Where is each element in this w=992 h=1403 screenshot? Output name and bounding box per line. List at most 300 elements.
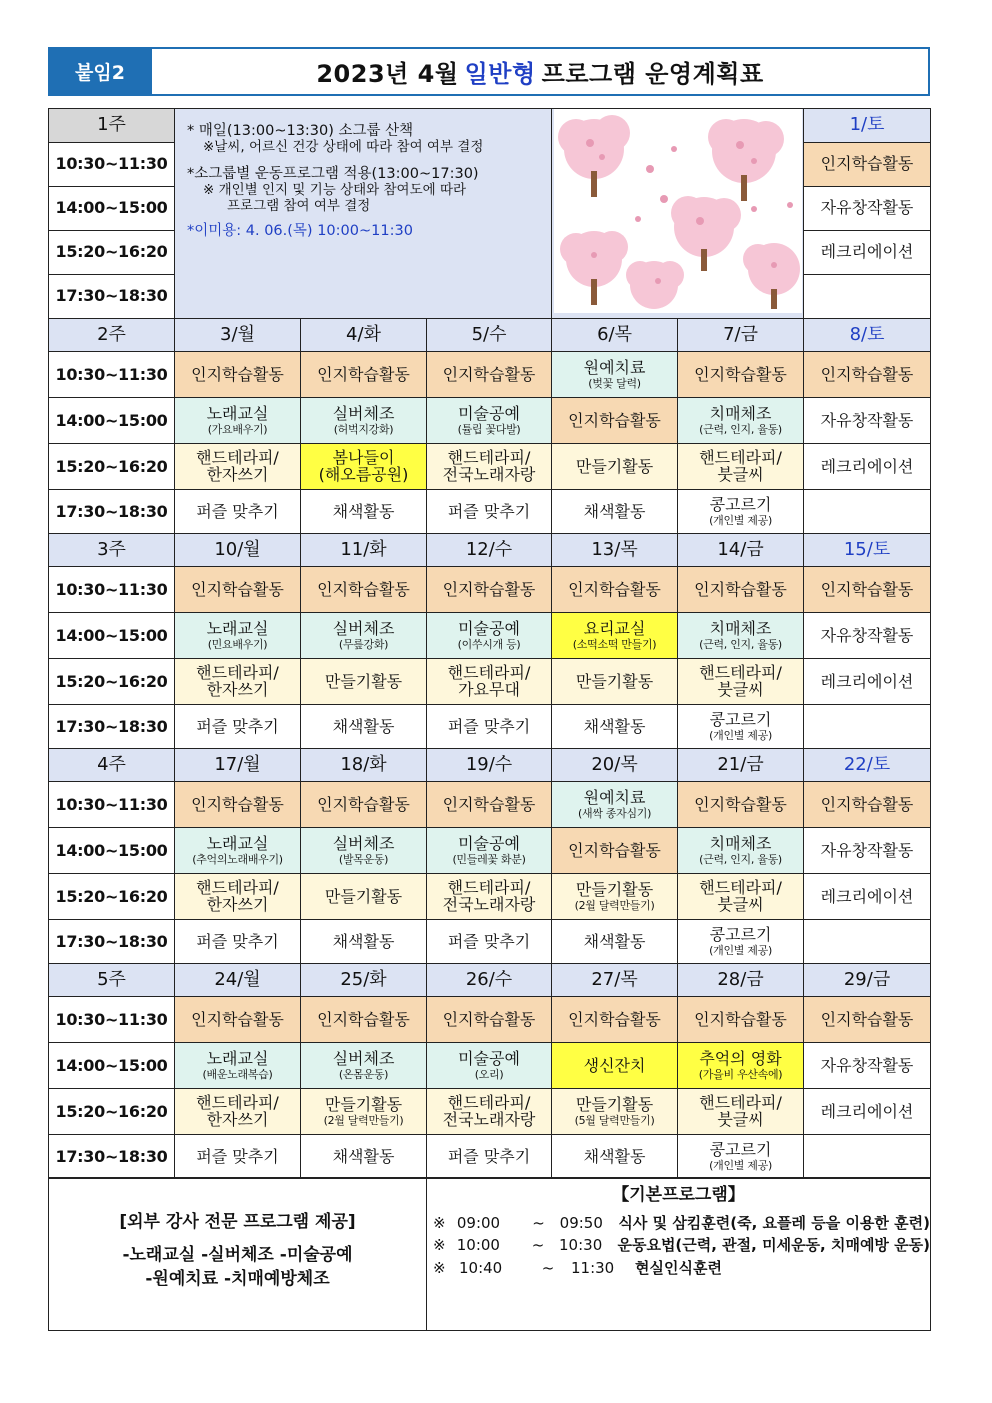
day-header: 5/수: [427, 318, 552, 351]
schedule-row: [49, 489, 931, 533]
day-header: 25/화: [301, 963, 427, 996]
activity-name: 레크리에이션: [820, 671, 914, 691]
activity-name: 퍼즐 맞추기: [196, 501, 279, 521]
activity-name-line2: 한자쓰기: [206, 1110, 269, 1130]
activity-name: 인지학습활동: [191, 1009, 284, 1029]
activity-name: 인지학습활동: [568, 840, 661, 860]
activity-name-line2: 붓글씨: [717, 680, 764, 700]
week1-sat-cell: [804, 274, 931, 318]
activity-name: 만들기활동: [575, 456, 654, 476]
week1-sat-cell: 자유창작활동: [804, 186, 931, 230]
cherry-blossom-illustration: [552, 109, 804, 319]
activity-name-line2: 전국노래자랑: [442, 465, 536, 485]
activity-cell: [427, 443, 552, 489]
activity-name: 채색활동: [583, 716, 646, 736]
schedule-row: [49, 873, 931, 919]
activity-name: 인지학습활동: [568, 579, 661, 599]
activity-cell: [301, 1088, 427, 1134]
note-exercise-detail: ※ 개인별 인지 및 기능 상태와 참여도에 따라: [203, 182, 467, 199]
activity-cell: [175, 1088, 301, 1134]
activity-name: 원예치료: [583, 787, 646, 807]
activity-cell: [804, 1042, 931, 1088]
day-header: 26/수: [427, 963, 552, 996]
activity-cell: [804, 443, 931, 489]
day-header: 29/금: [804, 963, 931, 996]
time-slot: 15:20~16:20: [49, 443, 175, 489]
time-slot: 10:30~11:30: [49, 566, 175, 612]
activity-name-line2: 전국노래자랑: [442, 895, 536, 915]
basic-desc: 식사 및 삼킴훈련(죽, 요플레 등을 이용한 훈련): [618, 1213, 930, 1232]
activity-detail: (개인별 제공): [709, 728, 772, 742]
activity-cell: [427, 781, 552, 827]
activity-cell: [804, 873, 931, 919]
schedule-row: [49, 1088, 931, 1134]
day-header: 22/토: [804, 748, 931, 781]
activity-detail: (민요배우기): [207, 637, 268, 651]
activity-cell: [804, 351, 931, 397]
day-header: 8/토: [804, 318, 931, 351]
activity-cell: [804, 996, 931, 1042]
week-label: 3주: [49, 533, 175, 566]
schedule-row: [49, 566, 931, 612]
activity-name: 인지학습활동: [820, 794, 914, 814]
activity-name: 인지학습활동: [317, 794, 410, 814]
activity-name: 핸드테라피/: [699, 1092, 782, 1112]
activity-name-line2: 붓글씨: [717, 1110, 764, 1130]
activity-cell: [301, 1042, 427, 1088]
activity-cell: [175, 612, 301, 658]
activity-name: 만들기활동: [575, 1094, 654, 1114]
footer-table: [48, 1177, 931, 1331]
page-title: [152, 49, 928, 94]
week-header-row: [49, 533, 931, 566]
week-label: 4주: [49, 748, 175, 781]
activity-name: 미술공예: [458, 618, 520, 638]
activity-cell: [552, 919, 678, 963]
activity-name: 핸드테라피/: [699, 662, 782, 682]
schedule-row: [49, 996, 931, 1042]
activity-cell: [678, 919, 804, 963]
activity-cell: [678, 612, 804, 658]
title-prefix: 2023년 4월: [316, 60, 459, 88]
activity-name-line2: 한자쓰기: [206, 895, 269, 915]
activity-name: 채색활동: [583, 1146, 646, 1166]
activity-name: 만들기활동: [324, 1094, 403, 1114]
day-header: 4/화: [301, 318, 427, 351]
activity-cell: [804, 566, 931, 612]
basic-end: 10:30: [559, 1236, 603, 1255]
activity-cell: [552, 351, 678, 397]
activity-name: 레크리에이션: [820, 456, 914, 476]
time-slot: 10:30~11:30: [49, 142, 175, 186]
time-slot: 15:20~16:20: [49, 1088, 175, 1134]
activity-detail: (배운노래복습): [202, 1067, 273, 1081]
activity-name-line2: 붓글씨: [717, 465, 764, 485]
activity-cell: [552, 1042, 678, 1088]
schedule-row: [49, 1134, 931, 1178]
activity-cell: [552, 1134, 678, 1178]
day-header: 14/금: [678, 533, 804, 566]
time-slot: 15:20~16:20: [49, 658, 175, 704]
activity-cell: [301, 781, 427, 827]
note-walk-detail: ※날씨, 어르신 건강 상태에 따라 참여 여부 결정: [203, 139, 484, 156]
activity-detail: (가을비 우산속에): [698, 1067, 783, 1081]
activity-cell: [552, 781, 678, 827]
activity-cell: [804, 704, 931, 748]
external-title: [외부 강사 전문 프로그램 제공]: [119, 1211, 356, 1232]
activity-cell: [175, 827, 301, 873]
activity-cell: [427, 1088, 552, 1134]
activity-name-line2: 전국노래자랑: [442, 1110, 536, 1130]
activity-name: 퍼즐 맞추기: [196, 716, 279, 736]
basic-start: 09:00: [456, 1213, 501, 1232]
cherry-blossom-icon: [554, 109, 802, 313]
activity-cell: [804, 612, 931, 658]
activity-name: 콩고르기: [709, 1139, 772, 1159]
activity-name: 자유창작활동: [820, 840, 914, 860]
day-header: 27/목: [552, 963, 678, 996]
time-slot: 17:30~18:30: [49, 919, 175, 963]
activity-cell: [678, 873, 804, 919]
activity-cell: [678, 489, 804, 533]
activity-name-line2: 한자쓰기: [206, 680, 269, 700]
basic-mark: ※: [433, 1258, 446, 1277]
activity-cell: [301, 827, 427, 873]
note-exercise: *소그룹별 운동프로그램 적용(13:00~17:30): [187, 166, 479, 183]
week-label: 1주: [49, 109, 175, 143]
week1-saturday: 1/토: [804, 109, 931, 143]
schedule-row: [49, 827, 931, 873]
activity-name: 인지학습활동: [568, 1009, 661, 1029]
activity-cell: [552, 566, 678, 612]
day-header: 17/월: [175, 748, 301, 781]
activity-name: 레크리에이션: [820, 1101, 914, 1121]
activity-detail: (온몸운동): [338, 1067, 389, 1081]
activity-name: 노래교실: [206, 403, 269, 423]
activity-name: 퍼즐 맞추기: [447, 931, 531, 951]
activity-name: 채색활동: [332, 1146, 395, 1166]
activity-cell: [175, 489, 301, 533]
activity-cell: [552, 704, 678, 748]
week-label: 5주: [49, 963, 175, 996]
activity-cell: [678, 397, 804, 443]
activity-cell: [301, 566, 427, 612]
activity-detail: (허벅지강화): [333, 422, 394, 436]
day-header: 19/수: [427, 748, 552, 781]
activity-name: 핸드테라피/: [196, 662, 279, 682]
activity-name: 추억의 영화: [699, 1048, 782, 1068]
week1-header-row: [49, 109, 931, 143]
activity-cell: [175, 873, 301, 919]
activity-detail: (근력, 인지, 율동): [699, 852, 782, 866]
attachment-badge: 붙임2: [50, 49, 152, 94]
activity-name: 자유창작활동: [820, 625, 914, 645]
activity-name: 핸드테라피/: [699, 877, 782, 897]
activity-cell: [552, 1088, 678, 1134]
basic-end: 11:30: [571, 1258, 615, 1277]
activity-name: 퍼즐 맞추기: [447, 501, 531, 521]
external-line-2: -원예치료 -치매예방체조: [145, 1269, 330, 1290]
time-slot: 10:30~11:30: [49, 781, 175, 827]
schedule-row: [49, 612, 931, 658]
activity-name: 인지학습활동: [442, 794, 536, 814]
time-slot: 14:00~15:00: [49, 186, 175, 230]
basic-start: 10:40: [459, 1258, 503, 1277]
activity-cell: [804, 827, 931, 873]
activity-cell: [175, 919, 301, 963]
activity-cell: [301, 397, 427, 443]
activity-cell: [427, 1042, 552, 1088]
activity-cell: [552, 873, 678, 919]
activity-cell: [301, 351, 427, 397]
day-header: 6/목: [552, 318, 678, 351]
activity-cell: [175, 996, 301, 1042]
time-slot: 14:00~15:00: [49, 827, 175, 873]
activity-detail: (새싹 종자심기): [577, 806, 652, 820]
activity-cell: [678, 658, 804, 704]
activity-detail: (개인별 제공): [709, 1158, 772, 1172]
activity-name: 실버체조: [332, 833, 395, 853]
activity-cell: [175, 781, 301, 827]
schedule-row: [49, 658, 931, 704]
activity-cell: [552, 996, 678, 1042]
activity-name: 채색활동: [583, 931, 646, 951]
activity-name: 실버체조: [332, 403, 395, 423]
activity-name: 채색활동: [332, 501, 395, 521]
activity-cell: [552, 489, 678, 533]
activity-name: 실버체조: [332, 618, 395, 638]
schedule-row: [49, 704, 931, 748]
basic-desc: 운동요법(근력, 관절, 미세운동, 치매예방 운동): [617, 1236, 930, 1255]
day-header: 21/금: [678, 748, 804, 781]
time-slot: 14:00~15:00: [49, 1042, 175, 1088]
activity-name: 핸드테라피/: [447, 447, 531, 467]
activity-name: 실버체조: [332, 1048, 395, 1068]
activity-name: 인지학습활동: [317, 364, 410, 384]
activity-name: 핸드테라피/: [196, 877, 279, 897]
time-slot: 17:30~18:30: [49, 1134, 175, 1178]
activity-cell: [427, 996, 552, 1042]
activity-cell: [427, 704, 552, 748]
activity-name: 핸드테라피/: [447, 877, 531, 897]
activity-cell: [175, 443, 301, 489]
activity-name: 노래교실: [206, 833, 269, 853]
activity-name: 미술공예: [458, 403, 520, 423]
activity-detail: (벚꽃 달력): [588, 376, 641, 390]
schedule-row: [49, 919, 931, 963]
activity-detail: (튤립 꽃다발): [457, 422, 521, 436]
activity-detail: (소떡소떡 만들기): [572, 637, 657, 651]
activity-name: 핸드테라피/: [447, 662, 531, 682]
day-header: 12/수: [427, 533, 552, 566]
activity-cell: [804, 1088, 931, 1134]
activity-cell: [427, 1134, 552, 1178]
activity-name: 핸드테라피/: [196, 1092, 279, 1112]
activity-cell: [678, 827, 804, 873]
activity-name: 치매체조: [709, 403, 772, 423]
activity-name: 자유창작활동: [820, 410, 914, 430]
activity-name: 인지학습활동: [442, 364, 536, 384]
activity-detail: (개인별 제공): [709, 943, 772, 957]
activity-cell: [175, 658, 301, 704]
activity-cell: [427, 489, 552, 533]
activity-cell: [678, 1134, 804, 1178]
activity-name: 만들기활동: [575, 879, 654, 899]
activity-name: 채색활동: [332, 716, 395, 736]
activity-name: 콩고르기: [709, 494, 772, 514]
activity-name: 인지학습활동: [442, 579, 536, 599]
activity-cell: [678, 1088, 804, 1134]
activity-name: 요리교실: [583, 618, 646, 638]
activity-cell: [804, 489, 931, 533]
activity-cell: [427, 397, 552, 443]
activity-name: 노래교실: [206, 618, 269, 638]
activity-name: 채색활동: [583, 501, 646, 521]
activity-cell: [301, 489, 427, 533]
day-header: 13/목: [552, 533, 678, 566]
activity-name: 퍼즐 맞추기: [447, 716, 531, 736]
activity-cell: [301, 1134, 427, 1178]
activity-cell: [552, 443, 678, 489]
activity-detail: (추억의노래배우기): [192, 852, 283, 866]
schedule-row: [49, 351, 931, 397]
time-slot: 17:30~18:30: [49, 489, 175, 533]
activity-name: 인지학습활동: [191, 794, 284, 814]
week-header-row: [49, 318, 931, 351]
activity-detail: (가요배우기): [207, 422, 268, 436]
basic-program-row: [433, 1260, 930, 1277]
activity-name: 퍼즐 맞추기: [447, 1146, 531, 1166]
activity-name-line2: (해오름공원): [318, 465, 409, 485]
activity-name: 인지학습활동: [317, 1009, 410, 1029]
activity-name: 콩고르기: [709, 709, 772, 729]
activity-name: 원예치료: [583, 357, 646, 377]
activity-name: 만들기활동: [324, 886, 403, 906]
activity-name: 봄나들이: [332, 447, 395, 467]
basic-sep: ~: [531, 1236, 545, 1255]
day-header: 7/금: [678, 318, 804, 351]
basic-sep: ~: [532, 1213, 545, 1232]
day-header: 24/월: [175, 963, 301, 996]
activity-cell: [175, 704, 301, 748]
activity-cell: [427, 658, 552, 704]
activity-name-line2: 한자쓰기: [206, 465, 269, 485]
basic-title: 【기본프로그램】: [612, 1185, 745, 1205]
basic-start: 10:00: [456, 1236, 500, 1255]
activity-name: 인지학습활동: [317, 579, 410, 599]
day-header: 3/월: [175, 318, 301, 351]
activity-cell: [301, 873, 427, 919]
time-slot: 10:30~11:30: [49, 996, 175, 1042]
activity-cell: [552, 397, 678, 443]
activity-name: 인지학습활동: [694, 794, 787, 814]
week-label: 2주: [49, 318, 175, 351]
activity-cell: [678, 1042, 804, 1088]
activity-detail: (민들레꽃 화분): [452, 852, 526, 866]
activity-detail: (발목운동): [338, 852, 389, 866]
basic-mark: ※: [433, 1213, 446, 1232]
day-header: 28/금: [678, 963, 804, 996]
activity-cell: [678, 351, 804, 397]
activity-cell: [678, 704, 804, 748]
basic-program-row: [433, 1237, 930, 1254]
activity-name: 자유창작활동: [820, 1055, 914, 1075]
activity-cell: [552, 827, 678, 873]
activity-detail: (5월 달력만들기): [574, 1113, 655, 1127]
notes-cell: [175, 109, 552, 319]
activity-name: 치매체조: [709, 833, 772, 853]
basic-program-row: [433, 1215, 930, 1232]
activity-cell: [804, 397, 931, 443]
schedule-row: [49, 1042, 931, 1088]
activity-name: 핸드테라피/: [447, 1092, 531, 1112]
activity-cell: [427, 566, 552, 612]
activity-name: 핸드테라피/: [196, 447, 279, 467]
day-header: 15/토: [804, 533, 931, 566]
activity-name: 퍼즐 맞추기: [196, 1146, 279, 1166]
activity-name: 인지학습활동: [442, 1009, 536, 1029]
external-programs: [49, 1178, 427, 1331]
time-slot: 15:20~16:20: [49, 230, 175, 274]
activity-cell: [804, 919, 931, 963]
note-walk: * 매일(13:00~13:30) 소그룹 산책: [187, 123, 414, 139]
time-slot: 14:00~15:00: [49, 397, 175, 443]
week-header-row: [49, 748, 931, 781]
note-haircut: *이미용: 4. 06.(목) 10:00~11:30: [187, 222, 413, 239]
activity-name: 미술공예: [458, 1048, 520, 1068]
activity-cell: [175, 1042, 301, 1088]
activity-name: 인지학습활동: [820, 1009, 914, 1029]
page-header: [48, 47, 930, 96]
title-highlight: 일반형: [464, 60, 536, 88]
activity-name: 채색활동: [332, 931, 395, 951]
week-header-row: [49, 963, 931, 996]
activity-name: 치매체조: [709, 618, 772, 638]
activity-detail: (오리): [474, 1067, 504, 1081]
activity-name: 인지학습활동: [694, 364, 787, 384]
activity-name: 인지학습활동: [568, 410, 661, 430]
activity-name: 만들기활동: [575, 671, 654, 691]
week1-sat-cell: 레크리에이션: [804, 230, 931, 274]
activity-name: 인지학습활동: [820, 579, 914, 599]
activity-cell: [678, 781, 804, 827]
day-header: 11/화: [301, 533, 427, 566]
activity-detail: (개인별 제공): [709, 513, 772, 527]
activity-name: 인지학습활동: [191, 364, 284, 384]
title-suffix: 프로그램 운영계획표: [541, 60, 764, 88]
activity-name: 미술공예: [458, 833, 520, 853]
external-line-1: -노래교실 -실버체조 -미술공예: [122, 1244, 353, 1265]
activity-cell: [175, 397, 301, 443]
activity-name: 인지학습활동: [694, 579, 787, 599]
activity-cell: [301, 996, 427, 1042]
activity-cell: [804, 1134, 931, 1178]
day-header: 18/화: [301, 748, 427, 781]
activity-cell: [427, 919, 552, 963]
activity-name: 콩고르기: [709, 924, 772, 944]
time-slot: 14:00~15:00: [49, 612, 175, 658]
activity-cell: [301, 443, 427, 489]
activity-cell: [552, 612, 678, 658]
activity-cell: [427, 873, 552, 919]
activity-cell: [552, 658, 678, 704]
schedule-table: [48, 108, 931, 1179]
activity-name-line2: 붓글씨: [717, 895, 764, 915]
activity-detail: (근력, 인지, 율동): [699, 637, 782, 651]
note-exercise-detail-2: 프로그램 참여 여부 결정: [227, 198, 371, 215]
activity-cell: [301, 658, 427, 704]
activity-name-line2: 가요무대: [458, 680, 520, 700]
